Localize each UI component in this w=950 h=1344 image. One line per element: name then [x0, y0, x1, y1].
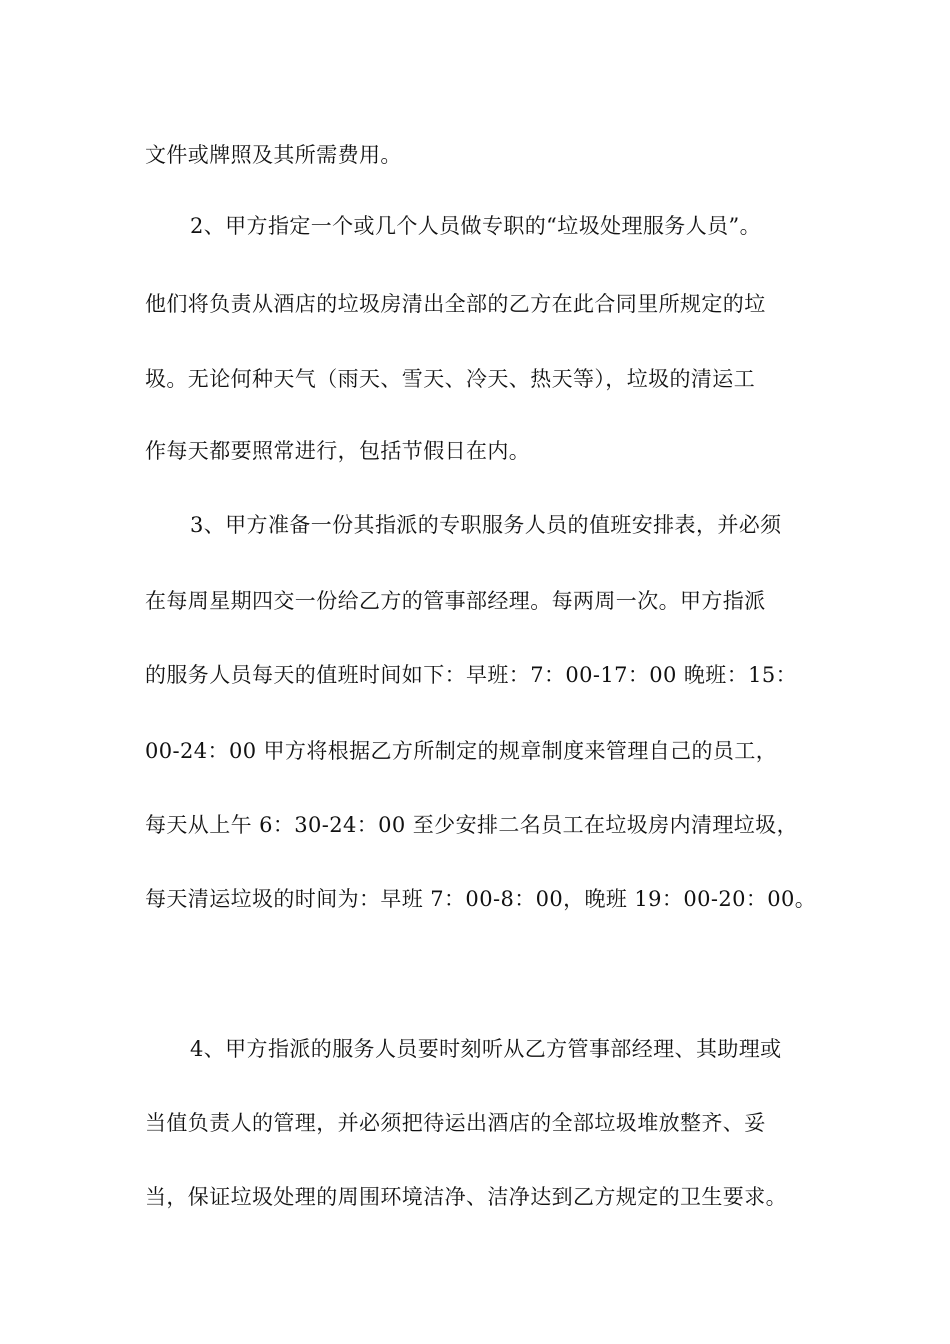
paragraph-line: 当值负责人的管理，并必须把待运出酒店的全部垃圾堆放整齐、妥 — [145, 1111, 766, 1135]
paragraph-line: 作每天都要照常进行，包括节假日在内。 — [145, 439, 531, 463]
paragraph-line: 4、甲方指派的服务人员要时刻听从乙方管事部经理、其助理或 — [190, 1037, 782, 1061]
paragraph-line: 每天从上午 6：30-24：00 至少安排二名员工在垃圾房内清理垃圾， — [145, 813, 798, 837]
paragraph-line: 00-24：00 甲方将根据乙方所制定的规章制度来管理自己的员工， — [145, 739, 778, 763]
paragraph-line: 他们将负责从酒店的垃圾房清出全部的乙方在此合同里所规定的垃 — [145, 292, 766, 316]
paragraph-line: 的服务人员每天的值班时间如下：早班：7：00-17：00 晚班：15： — [145, 663, 798, 687]
paragraph-line: 文件或牌照及其所需费用。 — [145, 143, 402, 167]
paragraph-line: 2、甲方指定一个或几个人员做专职的“垃圾处理服务人员”。 — [190, 214, 762, 238]
paragraph-line: 当，保证垃圾处理的周围环境洁净、洁净达到乙方规定的卫生要求。 — [145, 1185, 787, 1209]
paragraph-line: 在每周星期四交一份给乙方的管事部经理。每两周一次。甲方指派 — [145, 589, 766, 613]
paragraph-line: 每天清运垃圾的时间为：早班 7：00-8：00，晚班 19：00-20：00。 — [145, 887, 817, 911]
paragraph-line: 3、甲方准备一份其指派的专职服务人员的值班安排表，并必须 — [190, 513, 782, 537]
paragraph-line: 圾。无论何种天气（雨天、雪天、冷天、热天等），垃圾的清运工 — [145, 367, 756, 391]
